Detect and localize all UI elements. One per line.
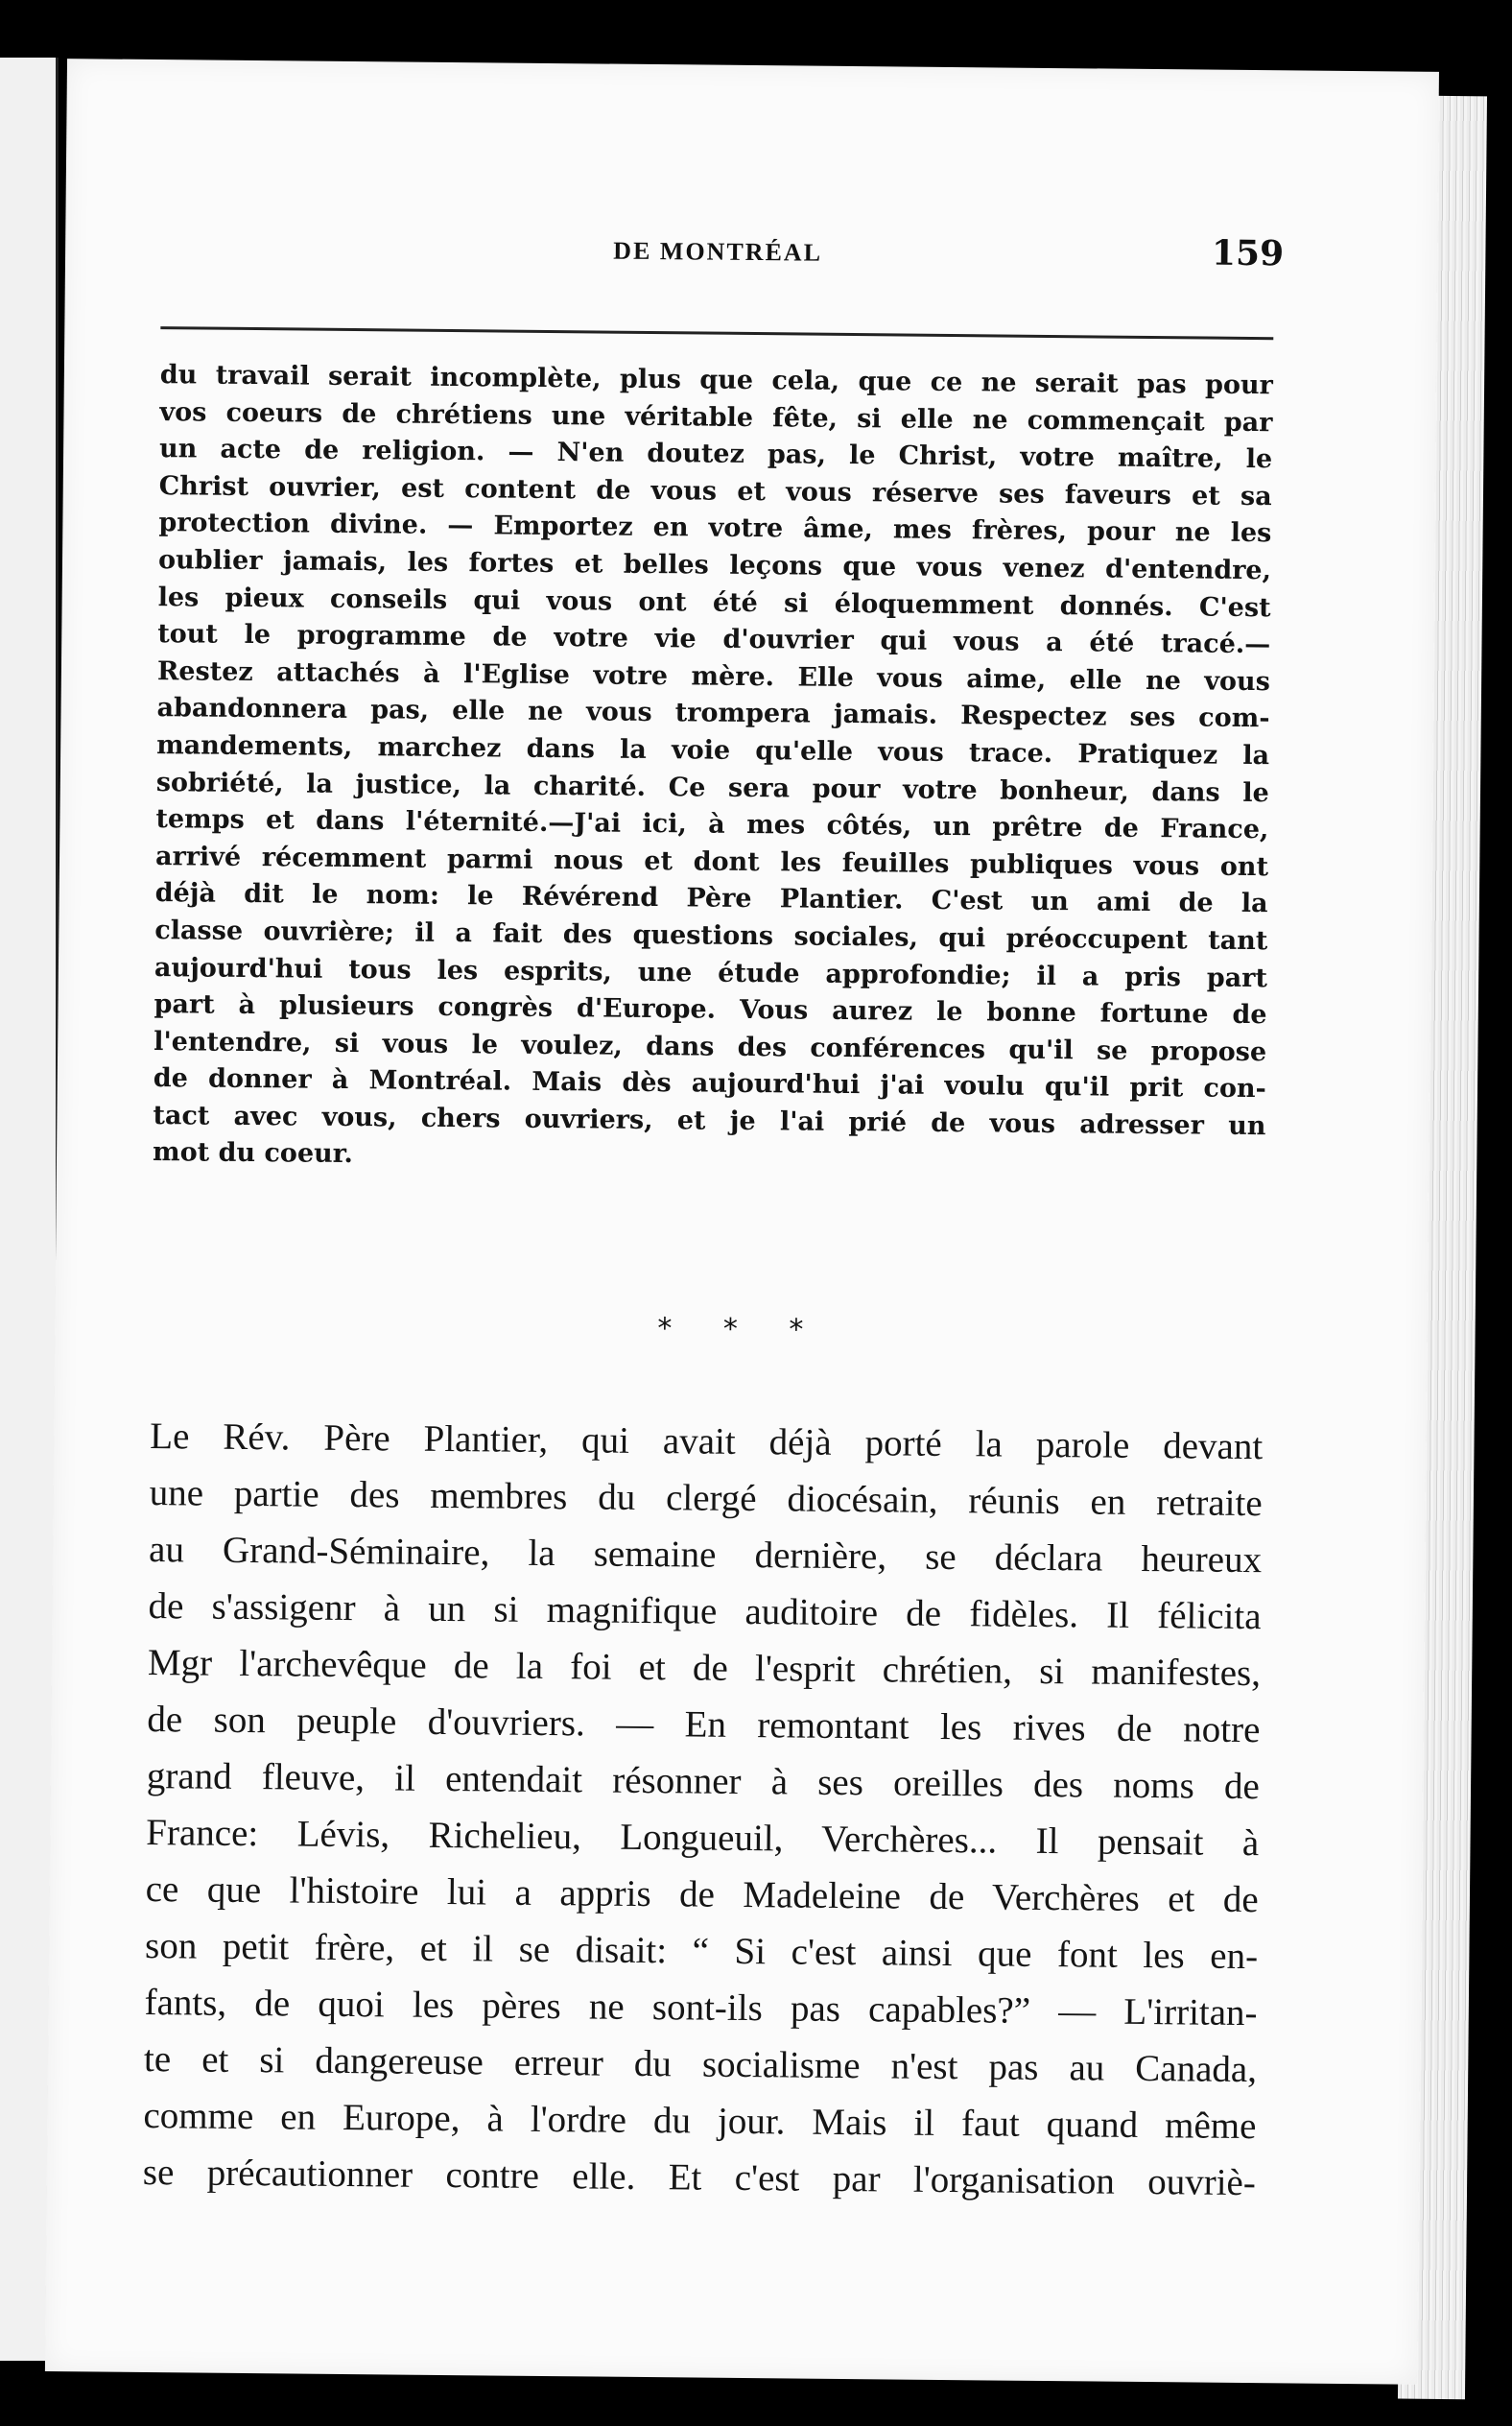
text-line: au Grand-Séminaire, la semaine dernière, se déclara heureux — [148, 1529, 1263, 1582]
text-line: se précautionner contre elle. Et c'est par l'organisation ouvriè- — [142, 2151, 1257, 2204]
text-line: mandements, marchez dans la voie qu'elle vous trace. Pratiquez la — [156, 730, 1270, 772]
text-line: aujourd'hui tous les esprits, une étude approfondie; il a pris part — [154, 952, 1268, 993]
text-line: Le Rév. Père Plantier, qui avait déjà porté la parole devant — [150, 1415, 1264, 1468]
text-line: part à plusieurs congrès d'Europe. Vous aurez le bonne fortune de — [154, 989, 1267, 1031]
text-line: un acte de religion. — N'en doutez pas, le Christ, votre maître, le — [158, 434, 1273, 475]
text-line: tact avec vous, chers ouvriers, et je l'ai prié de vous adresser un — [153, 1100, 1266, 1142]
speech-paragraph — [153, 357, 1273, 1182]
text-line: tout le programme de votre vie d'ouvrier qui vous a été tracé.— — [157, 619, 1271, 660]
page-header — [161, 223, 1285, 291]
text-line: classe ouvrière; il a fait des questions sociales, qui préoccupent tant — [154, 915, 1268, 957]
text-line: de donner à Montréal. Mais dès aujourd'hui j'ai voulu qu'il prit con- — [153, 1063, 1266, 1105]
text-line: l'entendre, si vous le voulez, dans des conférences qu'il se propose — [154, 1026, 1267, 1067]
text-line: protection divine. — Emportez en votre âme, mes frères, pour ne les — [158, 508, 1272, 549]
text-line: fants, de quoi les pères ne sont-ils pas capables?” — L'irritan- — [144, 1982, 1258, 2034]
text-line: les pieux conseils qui vous ont été si éloquemment donnés. C'est — [157, 582, 1271, 623]
text-line: son petit frère, et il se disait: “ Si c'est ainsi que font les en- — [144, 1925, 1259, 1978]
text-line: Christ ouvrier, est content de vous et vous réserve ses faveurs et sa — [158, 470, 1272, 511]
text-line: vos coeurs de chrétiens une véritable fête, si elle ne commençait par — [159, 396, 1273, 438]
text-line: oublier jamais, les fortes et belles leçons que vous venez d'entendre, — [157, 545, 1272, 586]
text-line: France: Lévis, Richelieu, Longueuil, Verchères... Il pensait à — [146, 1812, 1260, 1865]
text-line: déjà dit le nom: le Révérend Père Plantier. C'est un ami de la — [154, 878, 1268, 919]
book-page — [45, 59, 1439, 2385]
header-rule — [160, 326, 1273, 340]
text-line: de s'assigenr à un si magnifique auditoire de fidèles. Il félicita — [148, 1585, 1262, 1638]
text-line: arrivé récemment parmi nous et dont les feuilles publiques vous ont — [154, 841, 1269, 882]
text-line: Mgr l'archevêque de la foi et de l'esprit chrétien, si manifestes, — [147, 1642, 1262, 1695]
text-line: du travail serait incomplète, plus que cela, que ce ne serait pas pour — [159, 360, 1273, 401]
text-line: de son peuple d'ouvriers. — En remontant les rives de notre — [147, 1699, 1261, 1751]
running-head: DE MONTRÉAL — [613, 236, 823, 267]
text-line: ce que l'histoire lui a appris de Madeleine de Verchères et de — [145, 1868, 1259, 1921]
text-line: grand fleuve, il entendait résonner à ses oreilles des noms de — [146, 1755, 1261, 1808]
section-separator: * * * — [657, 1312, 825, 1347]
narrative-paragraph — [143, 1408, 1264, 2211]
text-line: temps et dans l'éternité.—J'ai ici, à mes côtés, un prêtre de France, — [155, 804, 1269, 845]
page-number: 159 — [1211, 232, 1285, 274]
text-line: sobriété, la justice, la charité. Ce sera pour votre bonheur, dans le — [155, 767, 1269, 808]
text-line: Restez attachés à l'Eglise votre mère. Elle vous aime, elle ne vous — [156, 655, 1271, 697]
text-line: mot du coeur. — [152, 1137, 353, 1170]
text-line: te et si dangereuse erreur du socialisme n'est pas au Canada, — [143, 2038, 1258, 2091]
text-line: abandonnera pas, elle ne vous trompera jamais. Respectez ses com- — [156, 693, 1270, 734]
text-line: comme en Europe, à l'ordre du jour. Mais il faut quand même — [143, 2094, 1257, 2148]
text-line: une partie des membres du clergé diocésain, réunis en retraite — [149, 1472, 1263, 1525]
